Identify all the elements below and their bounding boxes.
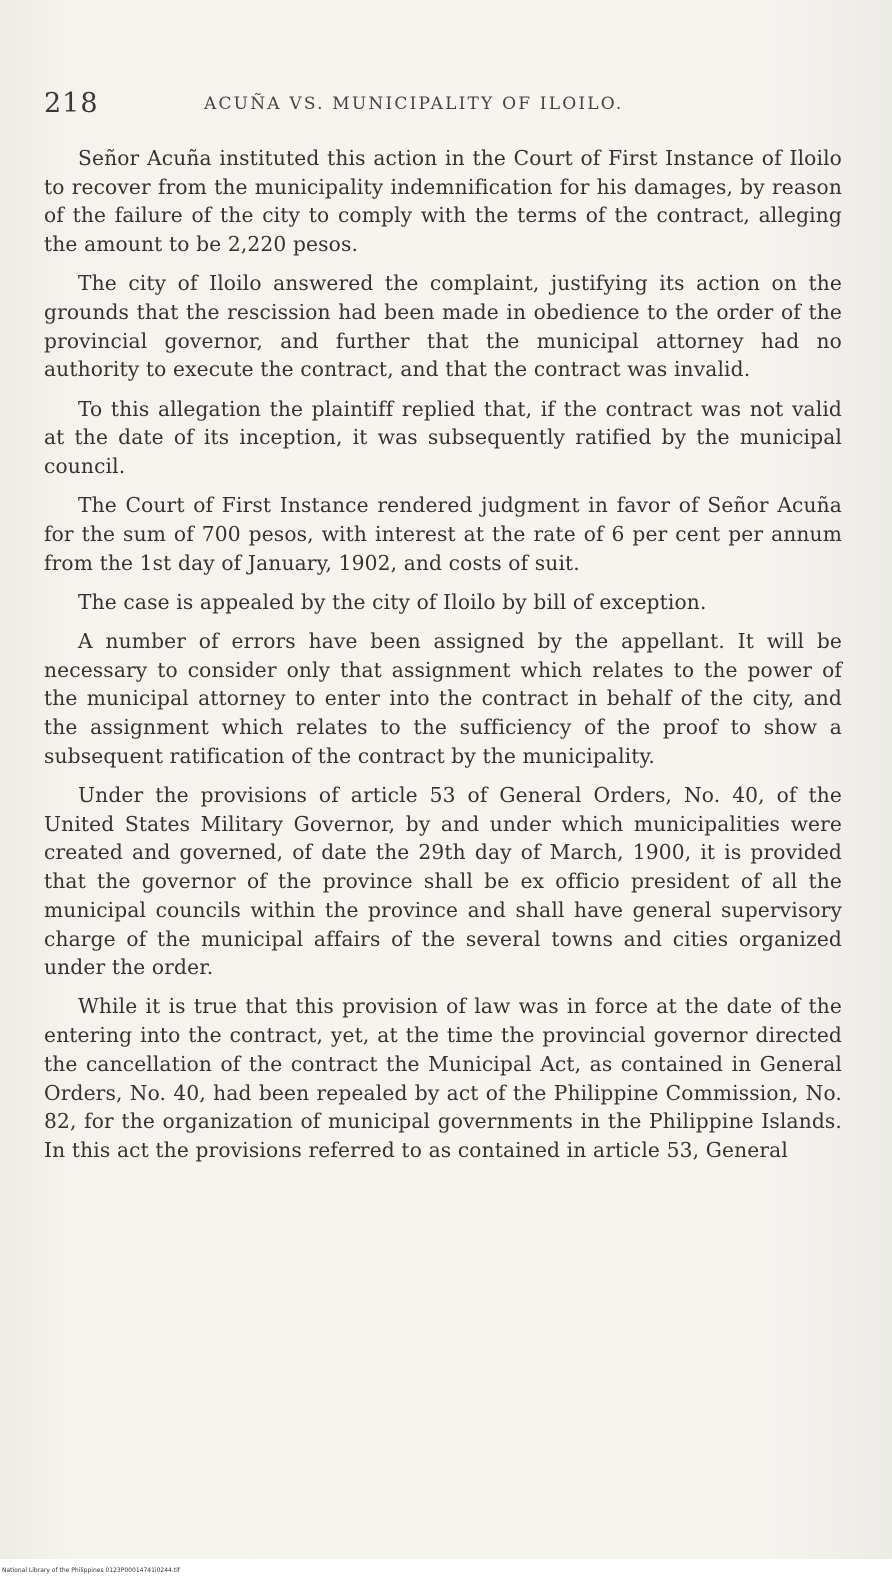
scan-footer: [0, 1559, 892, 1577]
paragraph-7: Under the provisions of article 53 of General Orders, No. 40, of the United States Military Governor, by and under which municipalities were created and governed, of date the 29th day of March, 1900, it is provided that the governor of the province shall be ex officio president of all the municipal councils within the province and shall have general supervisory charge of the municipal affairs of the several towns and cities organized under the order.: [44, 783, 842, 980]
paragraph-6: A number of errors have been assigned by the appellant. It will be necessary to consider only that assignment which relates to the power of the municipal attorney to enter into the contract in behalf of the city, and the assignment which relates to the sufficiency of the proof to show a subsequent ratification of the contract by the municipality.: [44, 629, 842, 768]
header-title: ACUÑA VS. MUNICIPALITY OF ILOILO.: [204, 94, 624, 114]
paragraph-4: The Court of First Instance rendered judgment in favor of Señor Acuña for the sum of 700 pesos, with interest at the rate of 6 per cent per annum from the 1st day of January, 1902, and costs of suit.: [44, 493, 842, 575]
paragraph-5: The case is appealed by the city of Iloilo by bill of exception.: [78, 589, 707, 614]
running-head: [44, 88, 844, 122]
page-number: 218: [44, 88, 99, 119]
body-text: [44, 144, 842, 1165]
scan-footer-text: National Library of the Philippines 0123P00014741i0244.tif: [2, 1567, 180, 1574]
paragraph-2: The city of Iloilo answered the complaint, justifying its action on the grounds that the rescission had been made in obedience to the order of the provincial governor, and further that the municipal attorney had no authority to execute the contract, and that the contract was invalid.: [44, 271, 842, 382]
paragraph-3: To this allegation the plaintiff replied that, if the contract was not valid at the date of its inception, it was subsequently ratified by the municipal council.: [44, 396, 842, 479]
paragraph-8: While it is true that this provision of law was in force at the date of the entering into the contract, yet, at the time the provincial governor directed the cancellation of the contract the Municipal Act, as contained in General Orders, No. 40, had been repealed by act of the Philippine Commission, No. 82, for the organization of municipal governments in the Philippine Islands. In this act the provisions referred to as contained in article 53, General: [44, 994, 842, 1162]
paragraph-1: Señor Acuña instituted this action in the Court of First Instance of Iloilo to recover from the municipality indemnification for his damages, by reason of the failure of the city to comply with the terms of the contract, alleging the amount to be 2,220 pesos.: [44, 146, 842, 257]
